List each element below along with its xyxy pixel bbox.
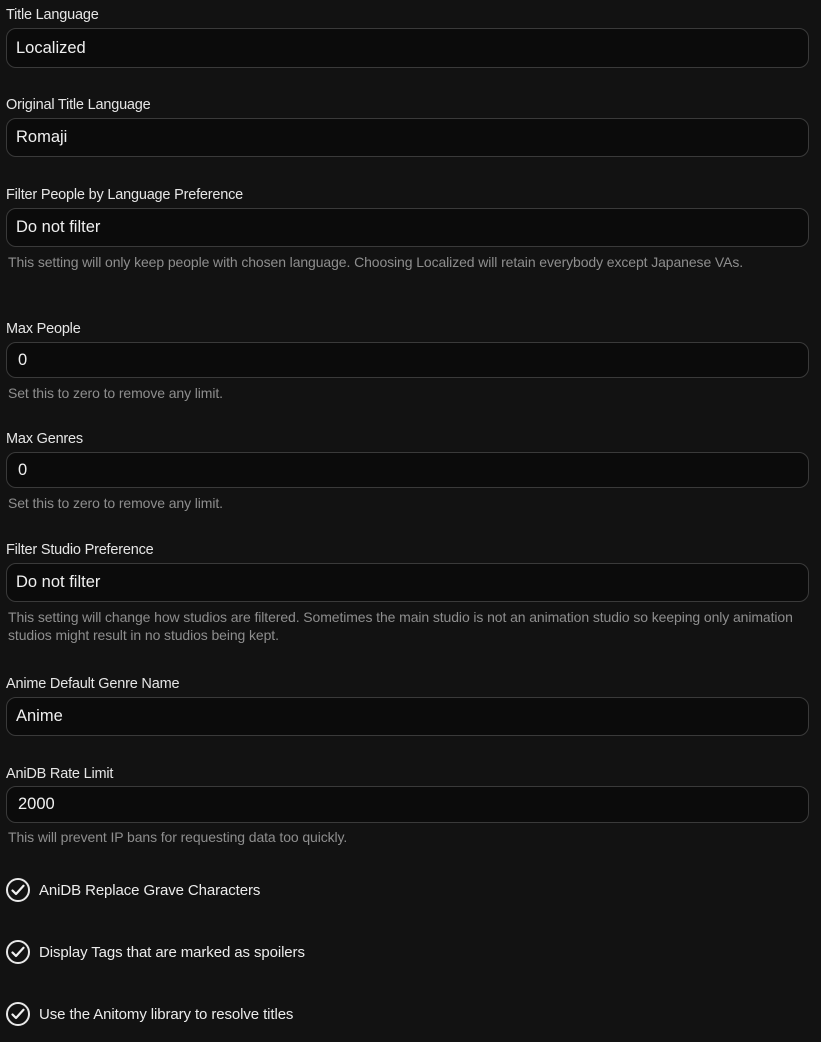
filter-studio-label: Filter Studio Preference <box>6 542 154 558</box>
filter-people-select[interactable]: Do not filter <box>6 208 809 247</box>
max-genres-label: Max Genres <box>6 431 83 447</box>
checkbox-replace-grave[interactable] <box>6 876 260 904</box>
max-people-label: Max People <box>6 321 81 337</box>
title-language-label: Title Language <box>6 7 99 23</box>
checkbox-display-spoilers[interactable] <box>6 938 305 966</box>
display-spoilers-label: Display Tags that are marked as spoilers <box>39 943 305 961</box>
checkbox-anitomy[interactable] <box>6 1000 293 1028</box>
max-people-help: Set this to zero to remove any limit. <box>8 385 223 401</box>
default-genre-input[interactable]: Anime <box>6 697 809 736</box>
original-title-language-select[interactable]: Romaji <box>6 118 809 157</box>
filter-people-label: Filter People by Language Preference <box>6 187 244 203</box>
max-people-input[interactable]: 0 <box>6 342 809 378</box>
default-genre-label: Anime Default Genre Name <box>6 676 180 692</box>
checkmark-icon[interactable] <box>6 1002 30 1026</box>
rate-limit-label: AniDB Rate Limit <box>6 766 114 782</box>
original-title-language-label: Original Title Language <box>6 97 151 113</box>
filter-people-help: This setting will only keep people with chosen language. Choosing Localized will retain everybody except Japanese VAs. <box>8 254 744 270</box>
filter-studio-select[interactable]: Do not filter <box>6 563 809 602</box>
checkmark-icon[interactable] <box>6 878 30 902</box>
max-genres-help: Set this to zero to remove any limit. <box>8 495 223 511</box>
replace-grave-label: AniDB Replace Grave Characters <box>39 881 261 899</box>
max-genres-input[interactable]: 0 <box>6 452 809 488</box>
rate-limit-help: This will prevent IP bans for requesting data too quickly. <box>8 829 348 845</box>
title-language-select[interactable]: Localized <box>6 28 809 68</box>
anitomy-label: Use the Anitomy library to resolve titles <box>39 1005 294 1023</box>
filter-studio-help: This setting will change how studios are filtered. Sometimes the main studio is not an animation studio so keeping only animation studios might result in no studios being kept. <box>8 609 793 643</box>
checkmark-icon[interactable] <box>6 940 30 964</box>
rate-limit-input[interactable]: 2000 <box>6 786 809 823</box>
